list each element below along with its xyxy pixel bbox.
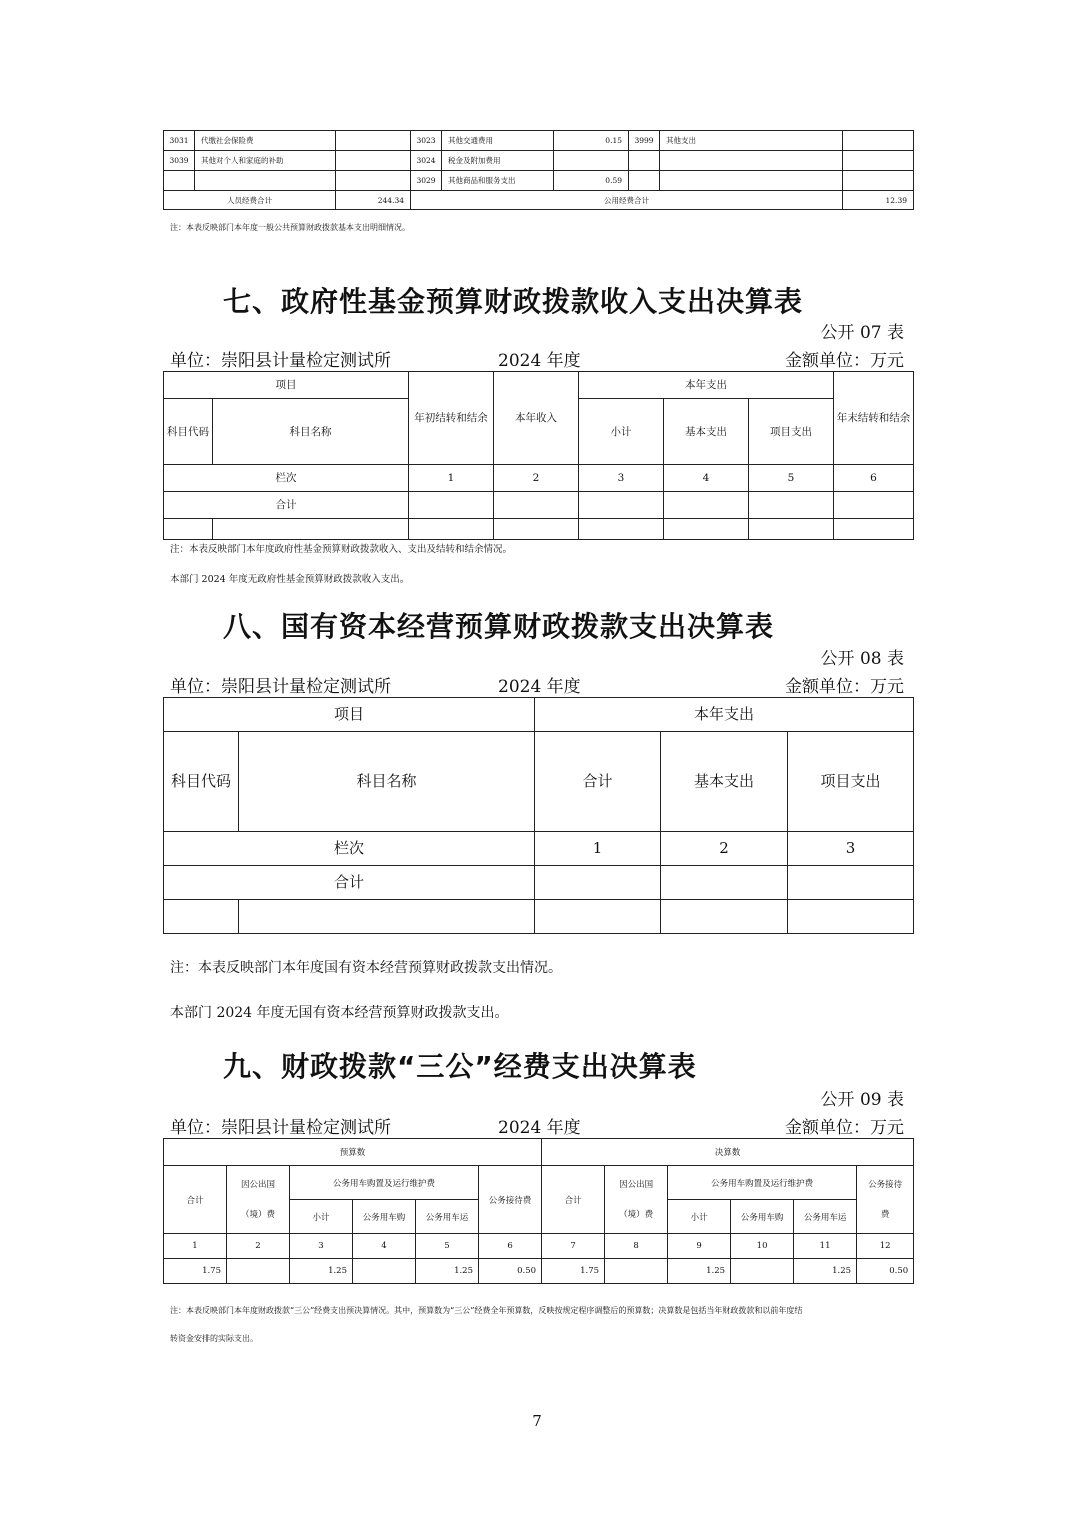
s7-idx: 6 xyxy=(834,465,914,492)
section7-note: 注：本表反映部门本年度政府性基金预算财政拨款收入、支出及结转和结余情况。 xyxy=(170,544,513,555)
s9-h-abroad-line1: 因公出国 xyxy=(619,1179,654,1190)
s8-h-project: 项目支出 xyxy=(788,732,914,832)
section7-table-no: 公开 07 表 xyxy=(820,323,904,343)
s9-h-run-final: 公务用车运 xyxy=(794,1200,857,1234)
s9-h-run: 公务用车运 xyxy=(416,1200,479,1234)
section9-unit: 单位：崇阳县计量检定测试所 xyxy=(170,1118,391,1138)
s9-h-recept: 公务接待费 xyxy=(479,1166,542,1234)
s9-idx: 7 xyxy=(542,1234,605,1259)
table6-cell-n2: 税金及附加费用 xyxy=(442,151,554,171)
s9-idx: 4 xyxy=(353,1234,416,1259)
s8-cell xyxy=(788,866,914,900)
s9-h-vehicle-final: 公务用车购置及运行维护费 xyxy=(668,1166,857,1200)
s7-cell xyxy=(164,519,213,540)
table6-cell-v2: 0.59 xyxy=(554,171,629,191)
s9-idx: 9 xyxy=(668,1234,731,1259)
s9-h-sub-final: 小计 xyxy=(668,1200,731,1234)
section7-remark: 本部门 2024 年度无政府性基金预算财政拨款收入支出。 xyxy=(170,574,410,585)
s9-idx: 12 xyxy=(857,1234,914,1259)
page-number: 7 xyxy=(532,1412,542,1430)
table6-cell-c3 xyxy=(629,151,660,171)
s7-h-income: 本年收入 xyxy=(494,372,579,465)
s9-value xyxy=(731,1259,794,1284)
s9-value: 0.50 xyxy=(479,1259,542,1284)
s9-h-recept-line2: 费 xyxy=(880,1209,890,1220)
section9-currency: 金额单位：万元 xyxy=(785,1118,904,1138)
s9-h-abroad-line1: 因公出国 xyxy=(240,1179,275,1190)
table6-cell-v3 xyxy=(843,131,914,151)
s9-h-total-final: 合计 xyxy=(542,1166,605,1234)
s8-cell xyxy=(535,866,661,900)
s7-h-end: 年末结转和结余 xyxy=(834,372,914,465)
s7-idx: 3 xyxy=(579,465,664,492)
table6-cell-n1: 代缴社会保险费 xyxy=(195,131,336,151)
section7-title: 七、政府性基金预算财政拨款收入支出决算表 xyxy=(223,285,804,318)
s8-total-label: 合计 xyxy=(164,866,535,900)
s8-idx: 1 xyxy=(535,832,661,866)
s9-h-buy-final: 公务用车购 xyxy=(731,1200,794,1234)
public-total-label: 公用经费合计 xyxy=(411,191,843,210)
s7-cell xyxy=(579,492,664,519)
personnel-total-label: 人员经费合计 xyxy=(164,191,336,210)
section8-title: 八、国有资本经营预算财政拨款支出决算表 xyxy=(223,610,775,643)
s8-idx: 3 xyxy=(788,832,914,866)
s9-idx: 3 xyxy=(290,1234,353,1259)
s7-cell xyxy=(579,519,664,540)
table6-cell-c1 xyxy=(164,171,195,191)
table6-cell-c2: 3023 xyxy=(411,131,442,151)
s9-h-budget: 预算数 xyxy=(164,1139,542,1166)
s8-h-total: 合计 xyxy=(535,732,661,832)
table6-cell-c2: 3029 xyxy=(411,171,442,191)
s9-h-abroad xyxy=(227,1166,290,1234)
section7-year: 2024 年度 xyxy=(498,351,581,371)
table6-cell-n2: 其他交通费用 xyxy=(442,131,554,151)
s9-value xyxy=(227,1259,290,1284)
s9-value xyxy=(353,1259,416,1284)
section9-note-line1: 注：本表反映部门本年度财政拨款“三公”经费支出预决算情况。其中，预算数为“三公”经费全年预算数，反映按规定程序调整后的预算数；决算数是包括当年财政拨款和以前年度结 xyxy=(170,1306,803,1315)
personnel-total-value: 244.34 xyxy=(336,191,411,210)
s7-h-expense: 本年支出 xyxy=(579,372,834,399)
s9-h-buy: 公务用车购 xyxy=(353,1200,416,1234)
s7-idx: 4 xyxy=(664,465,749,492)
s7-cell xyxy=(409,519,494,540)
s9-idx: 10 xyxy=(731,1234,794,1259)
section8-remark: 本部门 2024 年度无国有资本经营预算财政拨款支出。 xyxy=(170,1005,509,1021)
s9-value: 0.50 xyxy=(857,1259,914,1284)
s9-value: 1.25 xyxy=(668,1259,731,1284)
s7-h-project: 项目支出 xyxy=(749,399,834,465)
s9-idx: 6 xyxy=(479,1234,542,1259)
s7-cell xyxy=(664,492,749,519)
s8-h-name: 科目名称 xyxy=(239,732,535,832)
table6-cell-v2: 0.15 xyxy=(554,131,629,151)
s7-h-begin: 年初结转和结余 xyxy=(409,372,494,465)
section9-year: 2024 年度 xyxy=(498,1118,581,1138)
s9-h-total: 合计 xyxy=(164,1166,227,1234)
s8-h-item: 项目 xyxy=(164,698,535,732)
s8-row-index-label: 栏次 xyxy=(164,832,535,866)
table6-cell-c2: 3024 xyxy=(411,151,442,171)
s8-cell xyxy=(535,900,661,934)
s8-cell xyxy=(239,900,535,934)
s9-h-abroad-line2: （境）费 xyxy=(619,1209,654,1220)
table6-cell-v2 xyxy=(554,151,629,171)
s7-cell xyxy=(749,519,834,540)
section7-currency: 金额单位：万元 xyxy=(785,351,904,371)
s9-idx: 1 xyxy=(164,1234,227,1259)
s7-cell xyxy=(834,492,914,519)
s7-h-name: 科目名称 xyxy=(213,399,409,465)
section7-table xyxy=(163,371,914,540)
section8-currency: 金额单位：万元 xyxy=(785,677,904,697)
table6-row xyxy=(164,171,914,191)
s9-h-recept-line1: 公务接待 xyxy=(868,1179,903,1190)
s7-cell xyxy=(664,519,749,540)
section9-table xyxy=(163,1138,914,1284)
s9-h-recept-final xyxy=(857,1166,914,1234)
section9-title: 九、财政拨款“三公”经费支出决算表 xyxy=(223,1050,697,1083)
s7-h-basic: 基本支出 xyxy=(664,399,749,465)
table6-cell-n1: 其他对个人和家庭的补助 xyxy=(195,151,336,171)
s7-h-code: 科目代码 xyxy=(164,399,213,465)
section8-year: 2024 年度 xyxy=(498,677,581,697)
s8-h-expense: 本年支出 xyxy=(535,698,914,732)
s7-h-item: 项目 xyxy=(164,372,409,399)
table6-cell-v1 xyxy=(336,151,411,171)
s7-idx: 2 xyxy=(494,465,579,492)
s8-idx: 2 xyxy=(661,832,788,866)
s9-idx: 5 xyxy=(416,1234,479,1259)
s7-idx: 5 xyxy=(749,465,834,492)
s8-cell xyxy=(661,900,788,934)
section8-table-no: 公开 08 表 xyxy=(820,649,904,669)
section8-table xyxy=(163,697,914,934)
s8-cell xyxy=(661,866,788,900)
s8-h-code: 科目代码 xyxy=(164,732,239,832)
s9-value: 1.25 xyxy=(290,1259,353,1284)
table6-cell-n3: 其他支出 xyxy=(660,131,843,151)
table6-cell-v3 xyxy=(843,151,914,171)
s7-idx: 1 xyxy=(409,465,494,492)
table6-cell-c3: 3999 xyxy=(629,131,660,151)
table6-cell-n1 xyxy=(195,171,336,191)
table6-cell-c1: 3031 xyxy=(164,131,195,151)
s7-cell xyxy=(749,492,834,519)
s9-h-abroad-line2: （境）费 xyxy=(240,1209,275,1220)
s8-h-basic: 基本支出 xyxy=(661,732,788,832)
table6-note: 注：本表反映部门本年度一般公共预算财政拨款基本支出明细情况。 xyxy=(170,223,410,232)
section8-note: 注：本表反映部门本年度国有资本经营预算财政拨款支出情况。 xyxy=(170,960,562,976)
s7-cell xyxy=(409,492,494,519)
s9-h-final: 决算数 xyxy=(542,1139,914,1166)
s7-cell xyxy=(494,492,579,519)
section9-note-line2: 转资金安排的实际支出。 xyxy=(170,1334,258,1343)
s8-cell xyxy=(164,900,239,934)
s9-value: 1.25 xyxy=(416,1259,479,1284)
table6-cell-n3 xyxy=(660,151,843,171)
section7-unit: 单位：崇阳县计量检定测试所 xyxy=(170,351,391,371)
section8-unit: 单位：崇阳县计量检定测试所 xyxy=(170,677,391,697)
table6-cell-c3 xyxy=(629,171,660,191)
s9-idx: 11 xyxy=(794,1234,857,1259)
table6-cell-v1 xyxy=(336,171,411,191)
s9-value: 1.75 xyxy=(542,1259,605,1284)
s9-h-abroad-final xyxy=(605,1166,668,1234)
table6-cell-c1: 3039 xyxy=(164,151,195,171)
s7-h-sub: 小计 xyxy=(579,399,664,465)
s7-total-label: 合计 xyxy=(164,492,409,519)
s7-cell xyxy=(213,519,409,540)
s7-row-index-label: 栏次 xyxy=(164,465,409,492)
s7-cell xyxy=(494,519,579,540)
table6-cell-v1 xyxy=(336,131,411,151)
s9-h-sub: 小计 xyxy=(290,1200,353,1234)
section9-table-no: 公开 09 表 xyxy=(820,1090,904,1110)
s7-cell xyxy=(834,519,914,540)
table6-cell-v3 xyxy=(843,171,914,191)
s9-idx: 8 xyxy=(605,1234,668,1259)
table6-cell-n3 xyxy=(660,171,843,191)
table6-row xyxy=(164,151,914,171)
table6-tail xyxy=(163,130,914,210)
s9-value xyxy=(605,1259,668,1284)
public-total-value: 12.39 xyxy=(843,191,914,210)
s9-value: 1.25 xyxy=(794,1259,857,1284)
table6-cell-n2: 其他商品和服务支出 xyxy=(442,171,554,191)
s9-value: 1.75 xyxy=(164,1259,227,1284)
s9-idx: 2 xyxy=(227,1234,290,1259)
s9-h-vehicle: 公务用车购置及运行维护费 xyxy=(290,1166,479,1200)
table6-row xyxy=(164,131,914,151)
s8-cell xyxy=(788,900,914,934)
